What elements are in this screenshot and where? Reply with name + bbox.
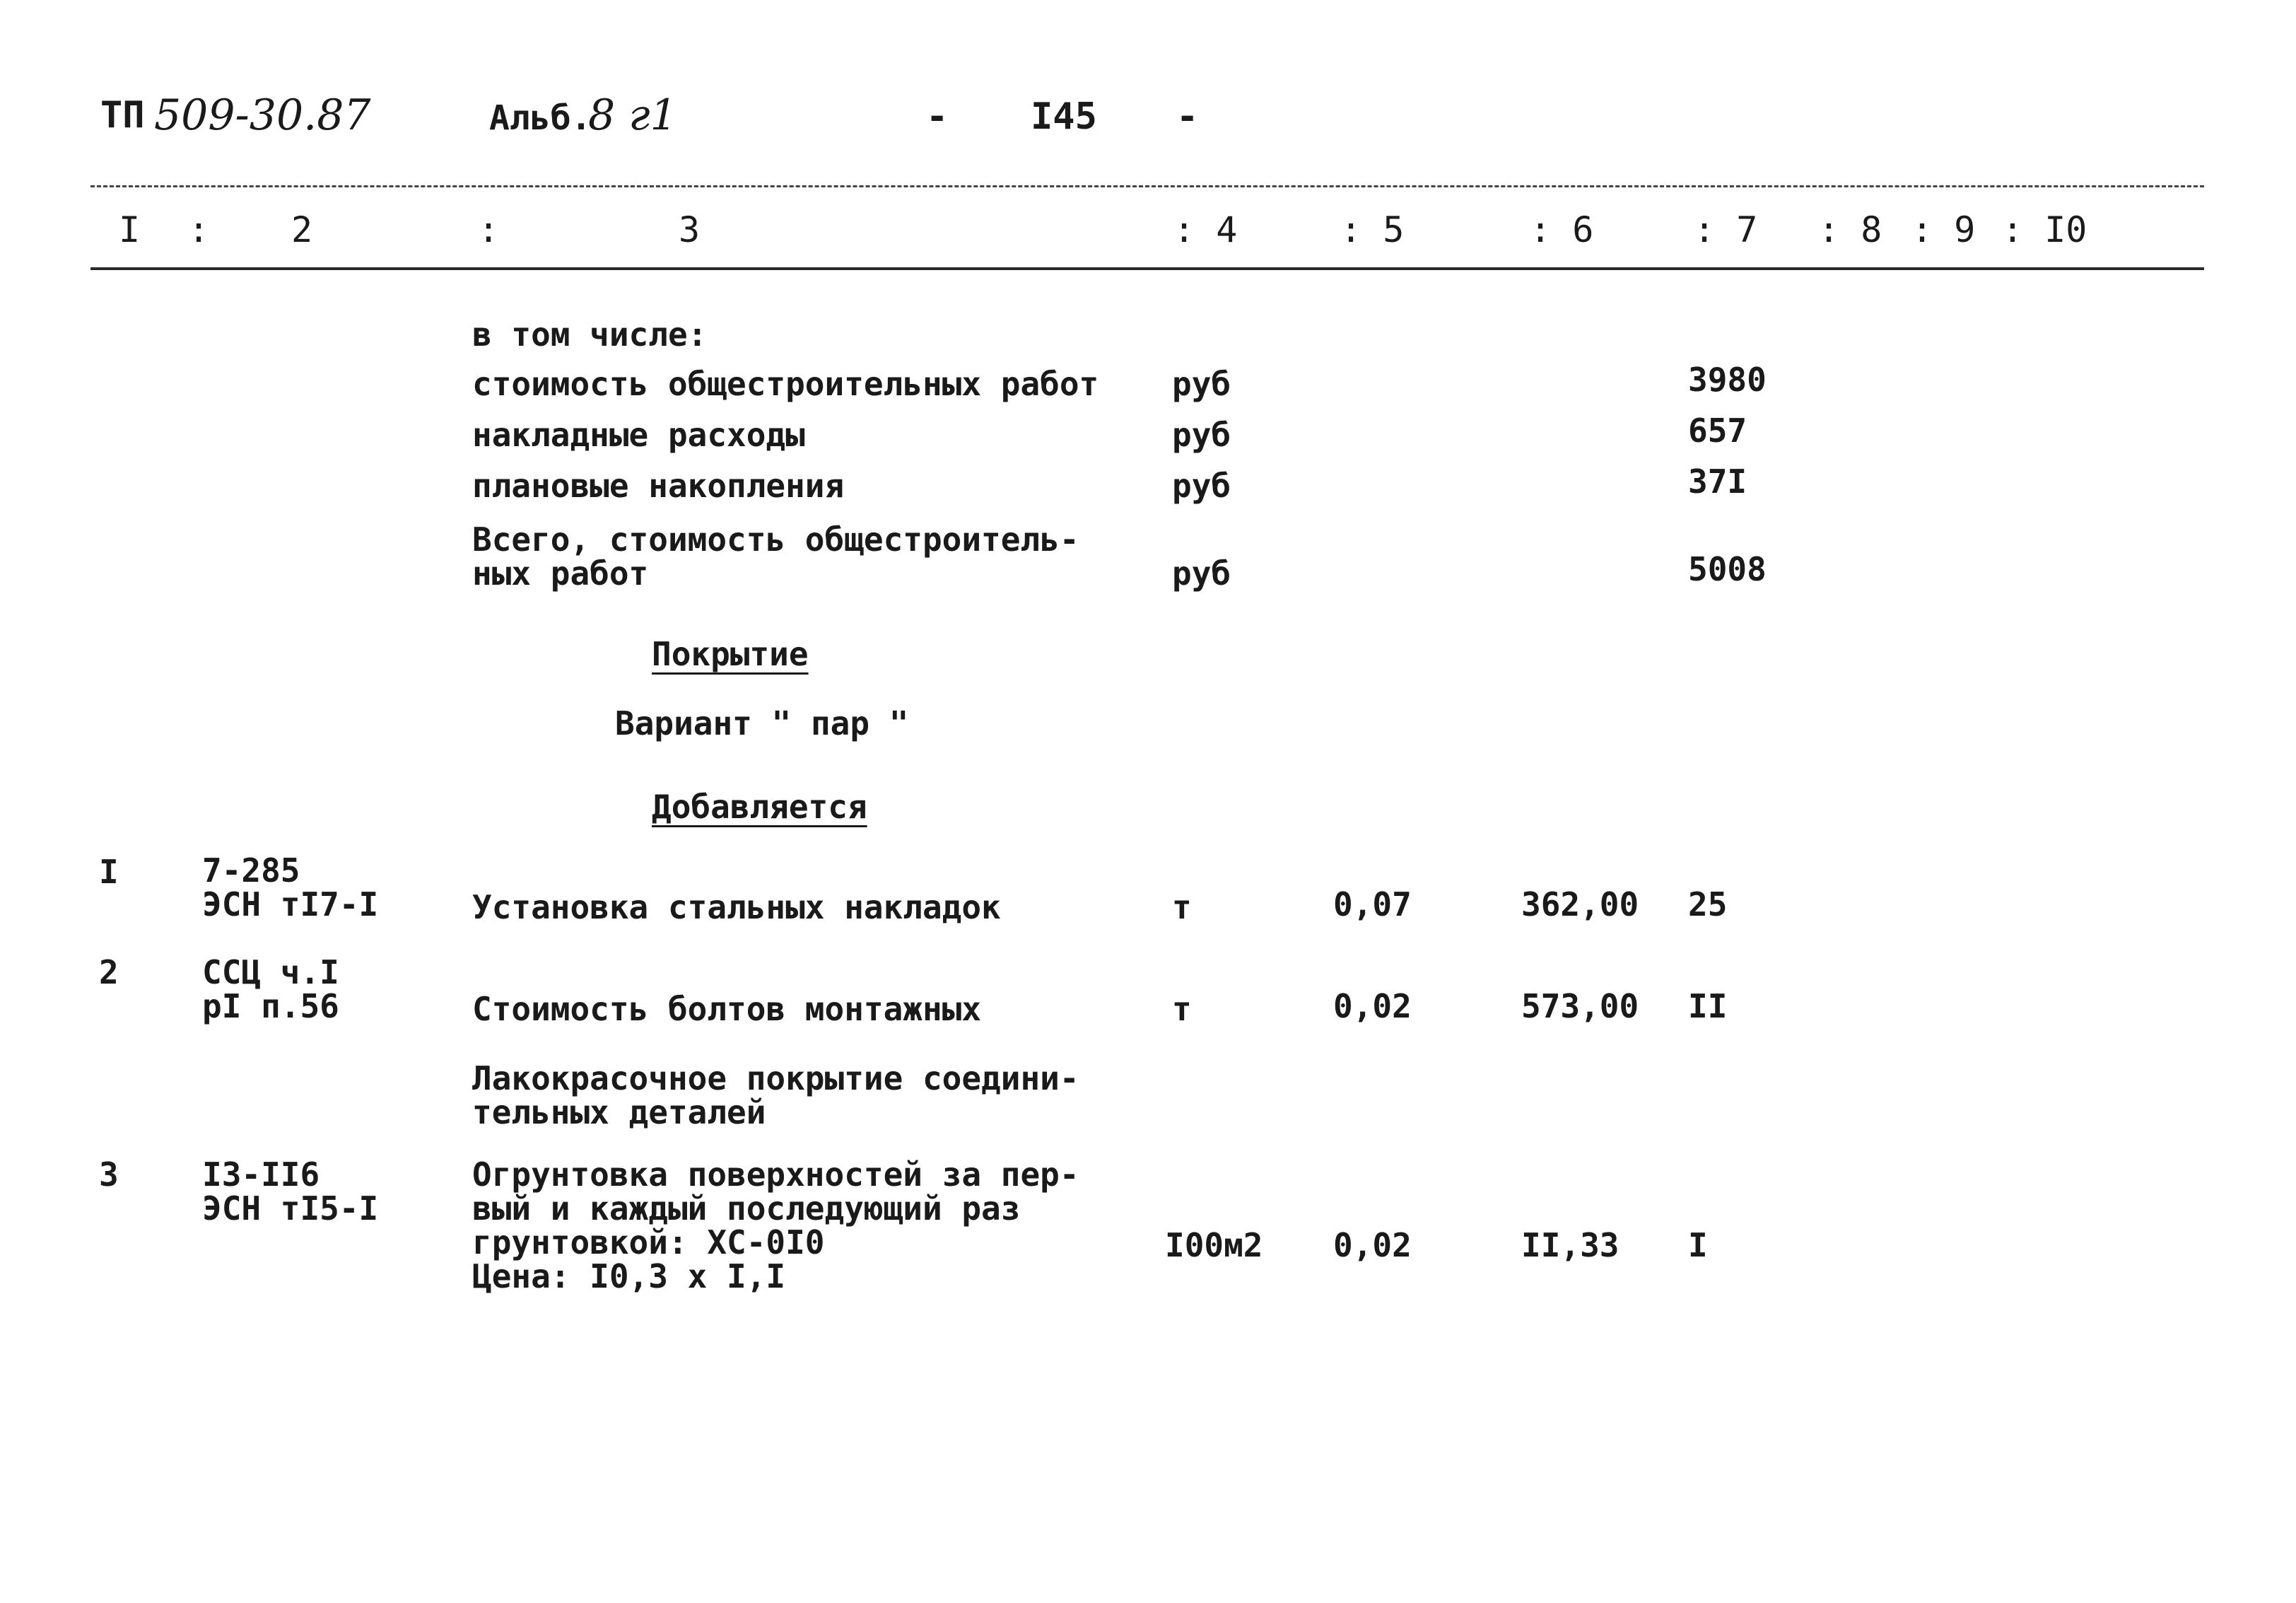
item-3-code-line-2: ЭСН тI5-I — [202, 1189, 379, 1228]
summary-value-1: 3980 — [1688, 361, 1767, 399]
page-number: I45 — [1031, 95, 1097, 138]
col-9: : 9 — [1911, 209, 1976, 250]
summary-label-2: накладные расходы — [472, 416, 805, 454]
summary-heading: в том числе: — [472, 315, 708, 354]
col-5: : 5 — [1340, 209, 1405, 250]
album-prefix: Альб. — [489, 98, 592, 138]
item-1-quantity: 0,07 — [1333, 885, 1412, 923]
section-variant: Вариант " пар " — [615, 704, 909, 742]
item-3-description-line-2: вый и каждый последующий раз — [472, 1189, 1021, 1228]
item-1-description: Установка стальных накладок — [472, 888, 1001, 926]
item-1-code-line-1: 7-285 — [202, 851, 300, 890]
col-10: : I0 — [2002, 209, 2087, 250]
item-2-price: 573,00 — [1521, 987, 1639, 1025]
section-subtitle: Добавляется — [652, 788, 867, 826]
header-bottom-rule — [90, 267, 2204, 270]
summary-total-unit: руб — [1172, 554, 1231, 593]
col-sep-1: : — [188, 209, 210, 250]
series-prefix: ТП — [100, 94, 145, 136]
col-sep-2: : — [478, 209, 500, 250]
col-1: I — [119, 209, 141, 250]
album-number-handwritten: 8 г1 — [588, 91, 677, 140]
item-1-code-line-2: ЭСН тI7-I — [202, 885, 379, 923]
item-3-number: 3 — [99, 1155, 119, 1194]
item-2-cost: II — [1688, 987, 1728, 1025]
col-7: : 7 — [1694, 209, 1758, 250]
item-3-price-formula: Цена: I0,3 х I,I — [472, 1257, 786, 1295]
col-2: 2 — [291, 209, 313, 250]
item-2-description: Стоимость болтов монтажных — [472, 990, 982, 1028]
series-number-handwritten: 509-30.87 — [154, 91, 371, 140]
summary-total-value: 5008 — [1688, 550, 1767, 588]
col-6: : 6 — [1530, 209, 1594, 250]
item-2-code-line-2: pI п.56 — [202, 987, 339, 1025]
summary-total-line-1: Всего, стоимость общестроитель- — [472, 520, 1079, 559]
item-1-price: 362,00 — [1521, 885, 1639, 923]
item-1-unit: т — [1172, 888, 1192, 926]
item-2-number: 2 — [99, 953, 119, 991]
page-dash-right: - — [1176, 95, 1199, 138]
item-3-cost: I — [1688, 1226, 1708, 1264]
header-top-rule — [90, 185, 2204, 187]
summary-label-3: плановые накопления — [472, 467, 845, 505]
summary-total-line-2: ных работ — [472, 554, 649, 593]
summary-unit-1: руб — [1172, 365, 1231, 403]
item-3-description-line-3: грунтовкой: ХС-0I0 — [472, 1223, 825, 1261]
item-1-cost: 25 — [1688, 885, 1728, 923]
col-8: : 8 — [1818, 209, 1882, 250]
note-line-1: Лакокрасочное покрытие соедини- — [472, 1059, 1079, 1097]
col-4: : 4 — [1173, 209, 1238, 250]
item-2-quantity: 0,02 — [1333, 987, 1412, 1025]
item-3-quantity: 0,02 — [1333, 1226, 1412, 1264]
summary-value-2: 657 — [1688, 412, 1747, 450]
page-dash-left: - — [926, 95, 949, 138]
section-title: Покрытие — [652, 635, 809, 673]
col-3: 3 — [679, 209, 701, 250]
summary-label-1: стоимость общестроительных работ — [472, 365, 1099, 403]
summary-unit-2: руб — [1172, 416, 1231, 454]
summary-value-3: 37I — [1688, 462, 1747, 501]
item-3-description-line-1: Огрунтовка поверхностей за пер- — [472, 1155, 1079, 1194]
item-3-unit: I00м2 — [1165, 1226, 1263, 1264]
item-2-code-line-1: ССЦ ч.I — [202, 953, 339, 991]
note-line-2: тельных деталей — [472, 1093, 766, 1131]
item-1-number: I — [99, 853, 119, 891]
item-3-code-line-1: I3-II6 — [202, 1155, 320, 1194]
item-2-unit: т — [1172, 990, 1192, 1028]
summary-unit-3: руб — [1172, 467, 1231, 505]
item-3-price: II,33 — [1521, 1226, 1620, 1264]
